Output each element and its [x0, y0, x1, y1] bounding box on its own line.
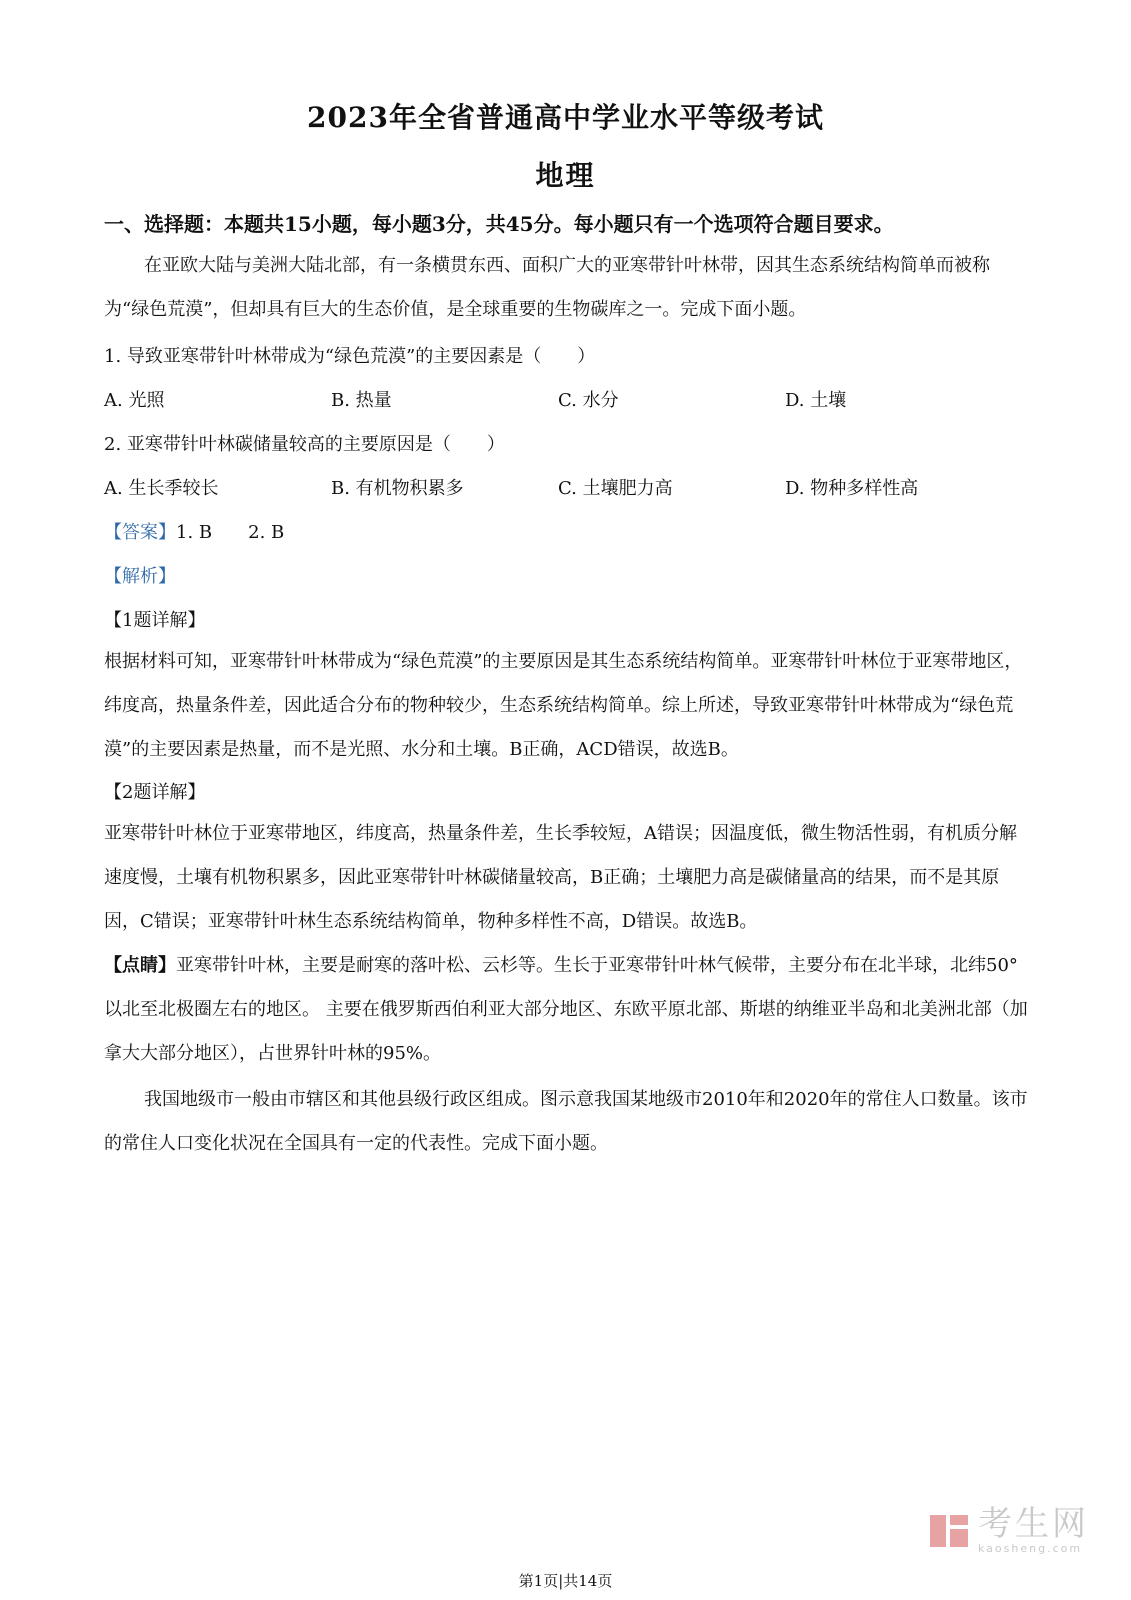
subject-title: 地理	[535, 159, 596, 192]
watermark-domain: kaosheng.com	[978, 1542, 1083, 1555]
tip-label: 【点睛】	[104, 955, 176, 976]
tip-text: 亚寒带针叶林，主要是耐寒的落叶松、云杉等。生长于亚寒带针叶林气候带，主要分布在北半球，北纬50°以北至北极圈左右的地区。 主要在俄罗斯西伯利亚大部分地区、东欧平原北部、斯堪的纳维亚半岛和北美洲北部（加拿大大部分地区），占世界针叶林的95%。	[104, 955, 1028, 1064]
question-2-option-c: C. 土壤肥力高	[558, 478, 673, 499]
question-1-option-a: A. 光照	[104, 390, 165, 411]
answer-label: 【答案】	[104, 522, 176, 543]
passage-2: 我国地级市一般由市辖区和其他县级行政区组成。图示意我国某地级市2010年和2020年的常住人口数量。该市的常住人口变化状况在全国具有一定的代表性。完成下面小题。	[104, 1089, 1028, 1154]
section-heading: 一、选择题：本题共15小题，每小题3分，共45分。每小题只有一个选项符合题目要求。	[104, 212, 894, 236]
question-2-option-d: D. 物种多样性高	[785, 478, 919, 499]
answer-values: 1. B 2. B	[176, 522, 285, 543]
watermark	[930, 1506, 1089, 1555]
exam-title: 2023年全省普通高中学业水平等级考试	[307, 101, 824, 134]
question-2-option-a: A. 生长季较长	[104, 478, 219, 499]
detail-1-label: 【1题详解】	[104, 610, 206, 631]
tip-block	[104, 944, 1032, 1076]
detail-2-label: 【2题详解】	[104, 782, 206, 803]
question-1-stem: 1. 导致亚寒带针叶林带成为“绿色荒漠”的主要因素是（ ）	[104, 346, 596, 367]
passage-1: 在亚欧大陆与美洲大陆北部，有一条横贯东西、面积广大的亚寒带针叶林带，因其生态系统结构简单而被称为“绿色荒漠”，但却具有巨大的生态价值，是全球重要的生物碳库之一。完成下面小题。	[104, 255, 990, 320]
question-2-option-b: B. 有机物积累多	[331, 478, 464, 499]
watermark-brand: 考生网	[978, 1504, 1089, 1544]
detail-2-text: 亚寒带针叶林位于亚寒带地区，纬度高，热量条件差，生长季较短，A错误；因温度低，微生物活性弱，有机质分解速度慢，土壤有机物积累多，因此亚寒带针叶林碳储量较高，B正确；土壤肥力高是碳储量高的结果，而不是其原因，C错误；亚寒带针叶林生态系统结构简单，物种多样性不高，D错误。故选B。	[104, 823, 1017, 932]
watermark-logo-icon	[930, 1511, 970, 1551]
answer-line	[104, 518, 284, 544]
analysis-label: 【解析】	[104, 566, 176, 587]
question-1-option-b: B. 热量	[331, 390, 392, 411]
detail-1-text: 根据材料可知，亚寒带针叶林带成为“绿色荒漠”的主要原因是其生态系统结构简单。亚寒带针叶林位于亚寒带地区，纬度高，热量条件差，因此适合分布的物种较少，生态系统结构简单。综上所述，导致亚寒带针叶林带成为“绿色荒漠”的主要因素是热量，而不是光照、水分和土壤。B正确，ACD错误，故选B。	[104, 651, 1023, 760]
question-1-option-d: D. 土壤	[785, 390, 847, 411]
page-number: 第1页|共14页	[518, 1572, 613, 1590]
question-1-option-c: C. 水分	[558, 390, 619, 411]
question-2-stem: 2. 亚寒带针叶林碳储量较高的主要原因是（ ）	[104, 434, 505, 455]
